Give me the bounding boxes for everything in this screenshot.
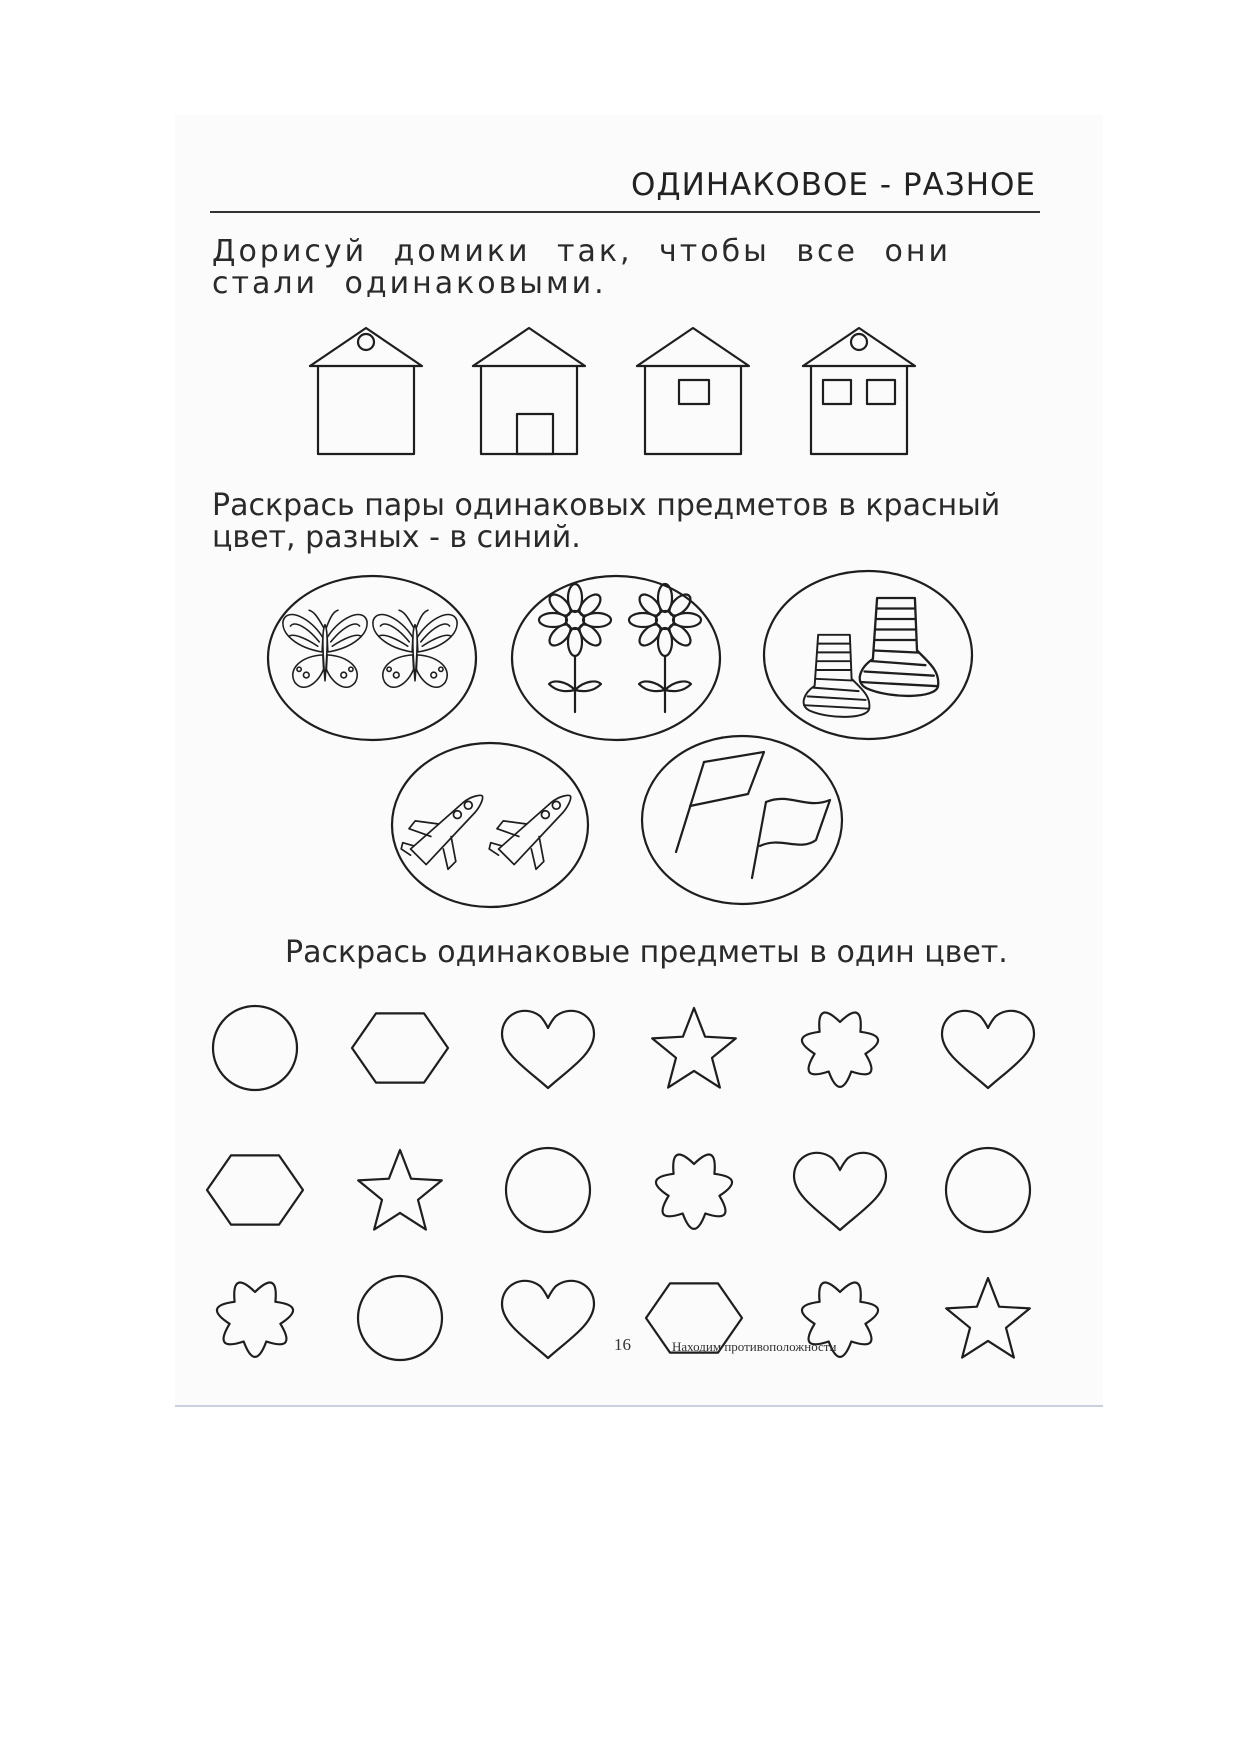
task-1-instruction: Дорисуй домики так, чтобы все они стали одинаковыми. (212, 234, 951, 301)
task-2-instruction: Раскрась пары одинаковых предметов в красный цвет, разных - в синий. (212, 488, 1001, 555)
shape-heart-r3c3[interactable] (502, 1281, 594, 1358)
house-4-attic-two-windows[interactable] (803, 328, 915, 454)
shape-star-r3c6[interactable] (946, 1278, 1030, 1358)
pair-socks[interactable] (764, 571, 972, 739)
pair-airplanes[interactable] (392, 743, 588, 907)
shape-flower-r1c5[interactable] (802, 1013, 878, 1087)
task-3-instruction: Раскрась одинаковые предметы в один цвет. (285, 935, 1008, 970)
shape-star-r2c2[interactable] (358, 1150, 442, 1230)
shape-circle-r2c3[interactable] (506, 1148, 590, 1232)
shape-flower-r2c4[interactable] (656, 1155, 732, 1229)
shape-circle-r3c2[interactable] (358, 1276, 442, 1360)
house-1-attic-window[interactable] (310, 328, 422, 454)
page-title: ОДИНАКОВОЕ - РАЗНОЕ (631, 167, 1036, 203)
shape-heart-r1c3[interactable] (502, 1011, 594, 1088)
shape-heart-r2c5[interactable] (794, 1153, 886, 1230)
shape-grid (207, 1006, 1034, 1360)
shape-hexagon-r1c2[interactable] (352, 1013, 448, 1082)
house-2-door[interactable] (473, 328, 585, 454)
shape-circle-r1c1[interactable] (213, 1006, 297, 1090)
shape-heart-r1c6[interactable] (942, 1011, 1034, 1088)
house-3-window[interactable] (637, 328, 749, 454)
pair-flags[interactable] (642, 736, 842, 904)
pair-butterflies[interactable] (268, 576, 476, 740)
pair-flowers[interactable] (512, 576, 720, 740)
shape-flower-r3c1[interactable] (217, 1283, 293, 1357)
shape-hexagon-r2c1[interactable] (207, 1155, 303, 1224)
shape-circle-r2c6[interactable] (946, 1148, 1030, 1232)
book-title: Находим противоположности (672, 1339, 837, 1354)
page-number: 16 (614, 1335, 631, 1354)
shape-star-r1c4[interactable] (652, 1008, 736, 1088)
